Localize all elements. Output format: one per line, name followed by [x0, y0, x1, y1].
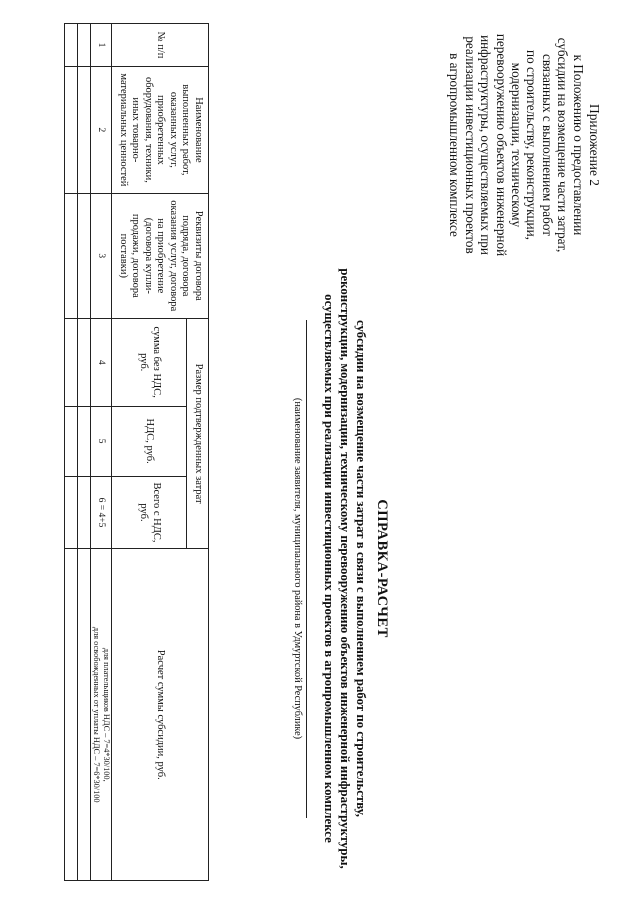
header-confirmed-costs: Размер подтвержденных затрат: [187, 318, 209, 549]
appendix-line: к Положению о предоставлении: [570, 54, 586, 236]
table-cell[interactable]: [78, 549, 91, 881]
appendix-line: реализации инвестиционных проектов: [462, 36, 478, 254]
column-number: 2: [91, 66, 112, 193]
document-subtitle-line: реконструкции, модернизации, техническому перевооружению объектов инженерной инфраструктуры,: [338, 268, 352, 869]
column-number: 5: [91, 406, 112, 476]
header-vat: НДС, руб.: [112, 406, 187, 476]
table-cell[interactable]: [78, 476, 91, 549]
applicant-fill-line[interactable]: [306, 320, 307, 818]
header-name: Наименование выполненных работ, оказанных услуг, приобретенных оборудования, техники, иных товарно-материальных ценностей: [112, 66, 209, 193]
table-cell[interactable]: [78, 193, 91, 318]
appendix-line: субсидии на возмещение части затрат,: [555, 37, 571, 253]
table-cell[interactable]: [78, 24, 91, 67]
document-title: СПРАВКА-РАСЧЕТ: [374, 499, 390, 638]
table-row: [78, 24, 91, 881]
header-total: Всего с НДС, руб.: [112, 476, 187, 549]
column-number: 1: [91, 24, 112, 67]
calc-note-line: для освобожденных от уплаты НДС – 7=6*30/100: [92, 626, 101, 803]
appendix-line: модернизации, техническому: [508, 62, 524, 228]
header-calc: Расчет суммы субсидии, руб.: [112, 549, 209, 881]
appendix-line: связанных с выполнением работ: [539, 53, 555, 237]
table-cell[interactable]: [65, 66, 78, 193]
appendix-line: по строительству, реконструкции,: [524, 50, 540, 240]
appendix-title: Приложение 2: [587, 104, 602, 186]
table-cell[interactable]: [78, 406, 91, 476]
table-cell[interactable]: [65, 318, 78, 406]
document-title-block: [292, 256, 390, 881]
table-cell[interactable]: [65, 193, 78, 318]
column-number: 4: [91, 318, 112, 406]
column-number: 6 = 4+5: [91, 476, 112, 549]
header-num: № п/п: [112, 24, 209, 67]
table-cell[interactable]: [65, 476, 78, 549]
calc-note-line: для плательщиков НДС – 7=4*30/100,: [101, 647, 111, 782]
calculation-table: [64, 23, 209, 881]
table-header-row: [187, 24, 209, 881]
calc-formula-note: [91, 549, 112, 881]
header-sum-no-vat: сумма без НДС, руб.: [112, 318, 187, 406]
header-contract: Реквизиты договора подряда, договора оказания услуг, договора на приобретение (договора купли-продажи, договора поставки): [112, 193, 209, 318]
table-cell[interactable]: [65, 24, 78, 67]
applicant-caption: (наименование заявителя, муниципального района в Удмуртской Республике): [292, 397, 303, 740]
appendix-line: инфраструктуры, осуществляемых при: [478, 35, 494, 255]
table-cell[interactable]: [78, 318, 91, 406]
appendix-header: [447, 20, 602, 270]
column-number: 3: [91, 193, 112, 318]
column-number-row: [91, 24, 112, 881]
appendix-line: перевооружению объектов инженерной: [493, 33, 509, 257]
document-subtitle-line: осуществляемых при реализации инвестиционных проектов в агропромышленном комплексе: [322, 294, 336, 843]
table-cell[interactable]: [78, 66, 91, 193]
table-row: [65, 24, 78, 881]
document-subtitle-line: субсидии на возмещение части затрат в связи с выполнением работ по строительству,: [354, 320, 368, 817]
appendix-line: в агропромышленном комплексе: [447, 53, 463, 237]
table-cell[interactable]: [65, 549, 78, 881]
table-cell[interactable]: [65, 406, 78, 476]
